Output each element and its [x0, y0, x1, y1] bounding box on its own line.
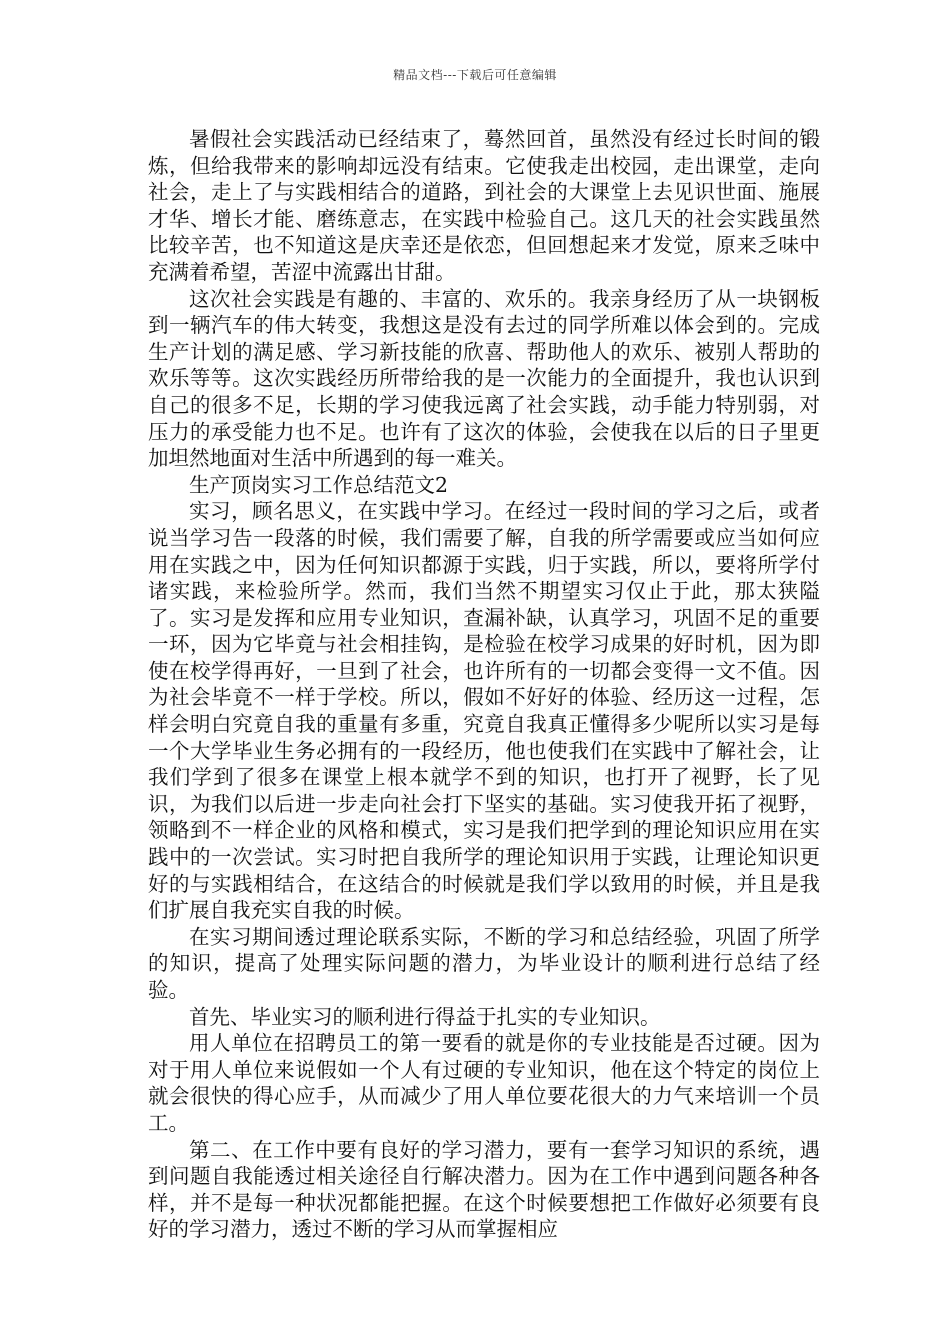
- section-heading-2: 生产顶岗实习工作总结范文2: [189, 472, 449, 497]
- paragraph-5: 首先、毕业实习的顺利进行得益于扎实的专业知识。: [189, 1004, 661, 1029]
- paragraph-4: 在实习期间透过理论联系实际，不断的学习和总结经验，巩固了所学的知识，提高了处理实际问题的潜力，为毕业设计的顺利进行总结了经验。: [148, 924, 820, 1002]
- paragraph-6: 用人单位在招聘员工的第一要看的就是你的专业技能是否过硬。因为对于用人单位来说假如一个人有过硬的专业知识，他在这个特定的岗位上就会很快的得心应手，从而减少了用人单位要花很大的力气来培训一个员工。: [148, 1031, 820, 1135]
- header-note: 精品文档---下载后可任意编辑: [393, 68, 557, 82]
- paragraph-3: 实习，顾名思义，在实践中学习。在经过一段时间的学习之后，或者说当学习告一段落的时候，我们需要了解，自我的所学需要或应当如何应用在实践之中，因为任何知识都源于实践，归于实践，所以，要将所学付诸实践，来检验所学。然而，我们当然不期望实习仅止于此，那太狭隘了。实习是发挥和应用专业知识，查漏补缺，认真学习，巩固不足的重要一环，因为它毕竟与社会相挂钩，是检验在校学习成果的好时机，因为即使在校学得再好，一旦到了社会，也许所有的一切都会变得一文不值。因为社会毕竟不一样于学校。所以，假如不好好的体验、经历这一过程，怎样会明白究竟自我的重量有多重，究竟自我真正懂得多少呢所以实习是每一个大学毕业生务必拥有的一段经历，他也使我们在实践中了解社会，让我们学到了很多在课堂上根本就学不到的知识，也打开了视野，长了见识，为我们以后进一步走向社会打下坚实的基础。实习使我开拓了视野，领略到不一样企业的风格和模式，实习是我们把学到的理论知识应用在实践中的一次尝试。实习时把自我所学的理论知识用于实践，让理论知识更好的与实践相结合，在这结合的时候就是我们学以致用的时候，并且是我们扩展自我充实自我的时候。: [148, 499, 820, 923]
- paragraph-1: 暑假社会实践活动已经结束了，蓦然回首，虽然没有经过长时间的锻炼，但给我带来的影响却远没有结束。它使我走出校园，走出课堂，走向社会，走上了与实践相结合的道路，到社会的大课堂上去见识世面、施展才华、增长才能、磨练意志，在实践中检验自己。这几天的社会实践虽然比较辛苦，也不知道这是庆幸还是依恋，但回想起来才发觉，原来乏味中充满着希望，苦涩中流露出甘甜。: [148, 127, 820, 284]
- paragraph-2: 这次社会实践是有趣的、丰富的、欢乐的。我亲身经历了从一块钢板到一辆汽车的伟大转变，我想这是没有去过的同学所难以体会到的。完成生产计划的满足感、学习新技能的欣喜、帮助他人的欢乐、被别人帮助的欢乐等等。这次实践经历所带给我的是一次能力的全面提升，我也认识到自己的很多不足，长期的学习使我远离了社会实践，动手能力特别弱，对压力的承受能力也不足。也许有了这次的体验，会使我在以后的日子里更加坦然地面对生活中所遇到的每一难关。: [148, 286, 820, 471]
- paragraph-7: 第二、在工作中要有良好的学习潜力，要有一套学习知识的系统，遇到问题自我能透过相关途径自行解决潜力。因为在工作中遇到问题各种各样，并不是每一种状况都能把握。在这个时候要想把工作做好必须要有良好的学习潜力，透过不断的学习从而掌握相应: [148, 1137, 820, 1242]
- document-body: [148, 126, 820, 1243]
